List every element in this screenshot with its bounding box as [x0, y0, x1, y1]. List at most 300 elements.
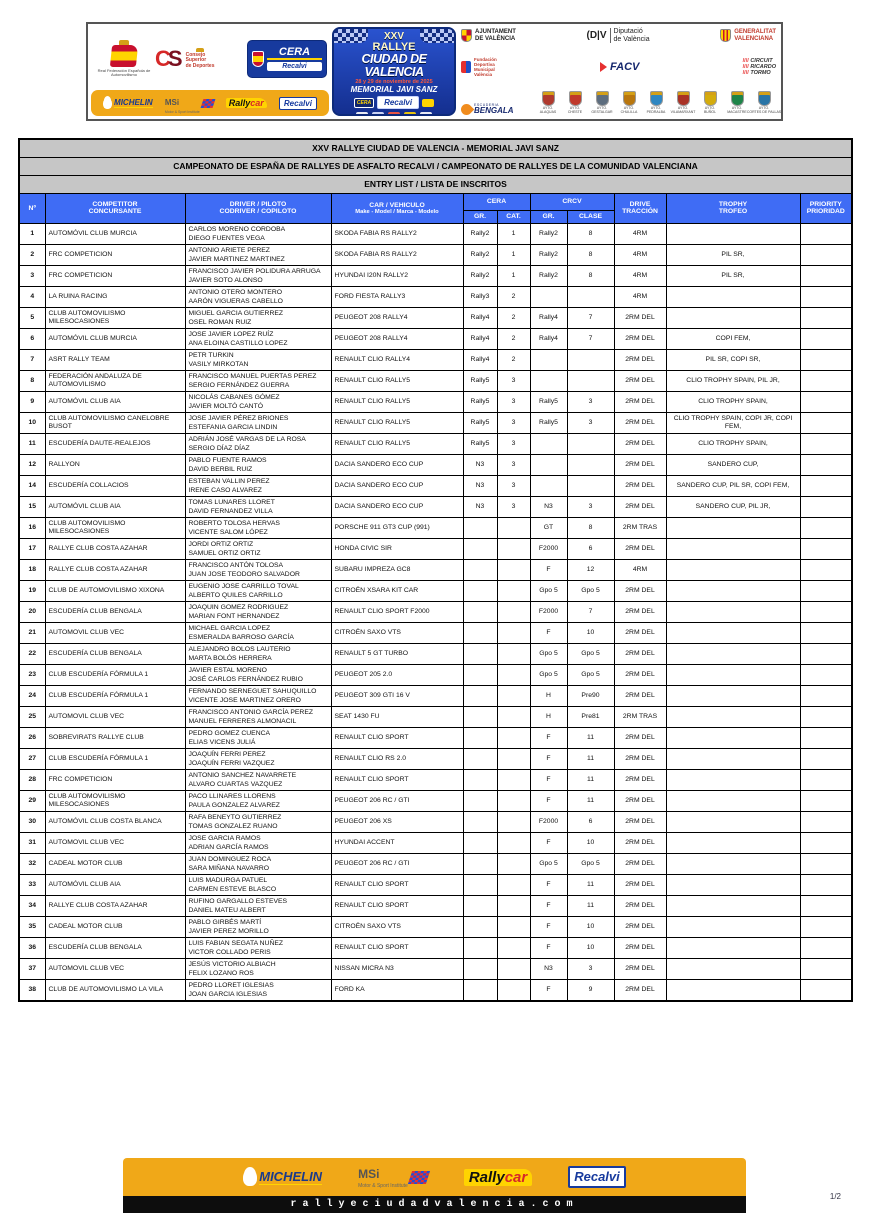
cell-trophy — [666, 307, 800, 328]
cell-priority — [800, 349, 852, 370]
cell-cera-gr — [463, 853, 497, 874]
cell-car: SUBARU IMPREZA GC8 — [331, 559, 463, 580]
town-crest-icon — [704, 91, 717, 106]
table-row — [19, 895, 852, 916]
cell-crcv-gr — [530, 370, 567, 391]
table-row — [19, 916, 852, 937]
cell-crcv-gr: Rally5 — [530, 412, 567, 433]
cell-num: 18 — [19, 559, 45, 580]
cell-cera-cat — [497, 517, 530, 538]
table-row — [19, 832, 852, 853]
cell-drive: 2RM DEL — [614, 874, 666, 895]
cell-priority — [800, 748, 852, 769]
cell-num: 33 — [19, 874, 45, 895]
cell-priority — [800, 916, 852, 937]
cell-crcv-clase — [567, 286, 614, 307]
cell-driver: PEDRO GOMEZ CUENCA ELIAS VICENS JULIÁ — [185, 727, 331, 748]
banner-left — [91, 27, 329, 116]
cell-car: SKODA FABIA RS RALLY2 — [331, 223, 463, 244]
cell-competitor: CLUB ESCUDERÍA FÓRMULA 1 — [45, 748, 185, 769]
cell-cera-gr — [463, 874, 497, 895]
cell-num: 17 — [19, 538, 45, 559]
col-header-priority: PRIORITY PRIORIDAD — [800, 193, 852, 223]
cell-driver: PACO LLINARES LLORENS PAULA GONZALEZ ALVAREZ — [185, 790, 331, 811]
generalitat-crest-icon — [720, 29, 731, 42]
cell-competitor: CLUB AUTOMOVILISMO MILESOCASIONES — [45, 790, 185, 811]
cell-trophy — [666, 832, 800, 853]
cell-car: RENAULT 5 GT TURBO — [331, 643, 463, 664]
cell-num: 28 — [19, 769, 45, 790]
cell-competitor: ESCUDERÍA DAUTE-REALEJOS — [45, 433, 185, 454]
cell-cera-gr — [463, 643, 497, 664]
cell-trophy — [666, 937, 800, 958]
cell-trophy: SANDERO CUP, PIL SR, COPI FEM, — [666, 475, 800, 496]
cell-cera-gr — [463, 538, 497, 559]
cell-num: 38 — [19, 979, 45, 1001]
cell-car: FORD KA — [331, 979, 463, 1001]
cell-trophy — [666, 622, 800, 643]
cell-crcv-gr — [530, 433, 567, 454]
msi-flag-icon — [408, 1171, 430, 1184]
cell-trophy — [666, 643, 800, 664]
cell-crcv-clase — [567, 349, 614, 370]
cell-car: RENAULT CLIO SPORT — [331, 727, 463, 748]
cell-car: PEUGEOT 206 RC / GTI — [331, 853, 463, 874]
cell-cera-cat — [497, 853, 530, 874]
cell-num: 36 — [19, 937, 45, 958]
cell-crcv-gr: Rally2 — [530, 265, 567, 286]
cell-drive: 2RM DEL — [614, 370, 666, 391]
cell-drive: 2RM DEL — [614, 349, 666, 370]
cell-crcv-clase: Gpo 5 — [567, 664, 614, 685]
michelin-man-icon — [243, 1169, 257, 1186]
cell-crcv-gr: F — [530, 916, 567, 937]
cell-priority — [800, 244, 852, 265]
col-header-crcv-gr: GR. — [530, 210, 567, 223]
town-crest — [644, 91, 668, 115]
cell-competitor: AUTOMÓVIL CLUB COSTA BLANCA — [45, 811, 185, 832]
cell-priority — [800, 811, 852, 832]
table-row — [19, 853, 852, 874]
cell-priority — [800, 853, 852, 874]
cell-car: PEUGEOT 205 2.0 — [331, 664, 463, 685]
cell-crcv-clase: 3 — [567, 391, 614, 412]
cell-car: RENAULT CLIO RALLY5 — [331, 412, 463, 433]
cell-driver: JOAQUÍN FERRI PEREZ JOAQUÍN FERRI VAZQUEZ — [185, 748, 331, 769]
cell-cera-cat — [497, 832, 530, 853]
table-row — [19, 265, 852, 286]
cell-driver: CARLOS MORENO CORDOBA DIEGO FUENTES VEGA — [185, 223, 331, 244]
cell-competitor: LA RUINA RACING — [45, 286, 185, 307]
col-header-drive: DRIVE TRACCIÓN — [614, 193, 666, 223]
col-header-cera: CERA — [463, 193, 530, 210]
cell-driver: PABLO FUENTE RAMOS DAVID BERBIL RUIZ — [185, 454, 331, 475]
cell-num: 8 — [19, 370, 45, 391]
cell-cera-cat — [497, 748, 530, 769]
cell-crcv-gr: Gpo 5 — [530, 853, 567, 874]
cell-cera-gr: Rally4 — [463, 349, 497, 370]
table-row — [19, 454, 852, 475]
cell-cera-cat — [497, 811, 530, 832]
cell-car: FORD FIESTA RALLY3 — [331, 286, 463, 307]
cell-cera-cat: 3 — [497, 475, 530, 496]
cell-car: CITROËN XSARA KIT CAR — [331, 580, 463, 601]
town-crest-label: AYTO. PEDRALBA — [646, 106, 666, 115]
town-crest-icon — [677, 91, 690, 106]
cell-num: 9 — [19, 391, 45, 412]
plate-edition: XXV — [383, 31, 404, 42]
cell-competitor: RALLYON — [45, 454, 185, 475]
cell-cera-gr: N3 — [463, 496, 497, 517]
cell-trophy: PIL SR, COPI SR, — [666, 349, 800, 370]
table-row — [19, 496, 852, 517]
cera-mini-logo: CERA — [354, 98, 374, 108]
cell-drive: 2RM DEL — [614, 769, 666, 790]
cell-trophy: PIL SR, — [666, 244, 800, 265]
cell-driver: ROBERTO TOLOSA HERVAS VICENTE SALOM LÓPEZ — [185, 517, 331, 538]
rally-plate — [332, 27, 456, 116]
cell-priority — [800, 958, 852, 979]
cell-trophy — [666, 727, 800, 748]
cell-drive: 2RM TRAS — [614, 517, 666, 538]
cell-cera-gr — [463, 517, 497, 538]
cell-num: 30 — [19, 811, 45, 832]
cell-priority — [800, 580, 852, 601]
cell-cera-cat: 3 — [497, 454, 530, 475]
table-row — [19, 958, 852, 979]
table-row — [19, 223, 852, 244]
cell-crcv-gr: H — [530, 685, 567, 706]
cell-trophy — [666, 748, 800, 769]
sponsor-mini-logo — [388, 112, 400, 116]
cell-competitor: CLUB AUTOMOVILISMO CANELOBRE BUSOT — [45, 412, 185, 433]
cell-driver: ADRIÁN JOSÉ VARGAS DE LA ROSA SERGIO DÍAZ DÍAZ — [185, 433, 331, 454]
cell-crcv-gr — [530, 286, 567, 307]
cell-drive: 4RM — [614, 223, 666, 244]
cell-driver: RUFINO GARGALLO ESTEVES DANIEL MATEU ALBERT — [185, 895, 331, 916]
cell-crcv-clase: 3 — [567, 496, 614, 517]
cell-cera-gr: Rally2 — [463, 265, 497, 286]
table-row — [19, 244, 852, 265]
table-row — [19, 538, 852, 559]
cell-priority — [800, 790, 852, 811]
cell-car: RENAULT CLIO SPORT — [331, 937, 463, 958]
town-crest-label: AYTO. MACASTRE — [727, 106, 747, 115]
cell-drive: 2RM DEL — [614, 475, 666, 496]
cell-cera-gr: Rally2 — [463, 244, 497, 265]
sponsor-mini-logo — [404, 112, 416, 116]
footer-banner — [123, 1158, 746, 1213]
cell-crcv-clase: 3 — [567, 958, 614, 979]
cell-num: 25 — [19, 706, 45, 727]
cell-crcv-gr — [530, 454, 567, 475]
cell-cera-cat — [497, 979, 530, 1001]
cell-num: 35 — [19, 916, 45, 937]
cell-cera-gr — [463, 580, 497, 601]
cell-crcv-clase — [567, 370, 614, 391]
cell-num: 31 — [19, 832, 45, 853]
cell-num: 7 — [19, 349, 45, 370]
cell-competitor: ESCUDERÍA CLUB BENGALA — [45, 643, 185, 664]
cell-competitor: FEDERACIÓN ANDALUZA DE AUTOMOVILISMO — [45, 370, 185, 391]
cell-crcv-clase — [567, 475, 614, 496]
cell-trophy: SANDERO CUP, PIL JR, — [666, 496, 800, 517]
table-row — [19, 475, 852, 496]
cell-car: RENAULT CLIO SPORT — [331, 769, 463, 790]
table-row — [19, 685, 852, 706]
cell-drive: 2RM DEL — [614, 307, 666, 328]
plate-rallye: RALLYE — [372, 41, 416, 53]
cell-priority — [800, 601, 852, 622]
cell-driver: ANTONIO ARIETE PEREZ JAVIER MARTINEZ MARTINEZ — [185, 244, 331, 265]
cell-trophy — [666, 685, 800, 706]
cell-cera-gr: Rally3 — [463, 286, 497, 307]
cell-num: 6 — [19, 328, 45, 349]
table-row — [19, 811, 852, 832]
table-title-entrylist: ENTRY LIST / LISTA DE INSCRITOS — [19, 175, 852, 193]
cell-driver: JESÚS VICTORIO ALBIACH FELIX LOZANO ROS — [185, 958, 331, 979]
table-title-event: XXV RALLYE CIUDAD DE VALENCIA - MEMORIAL JAVI SANZ — [19, 139, 852, 157]
cell-competitor: CLUB ESCUDERÍA FÓRMULA 1 — [45, 685, 185, 706]
cell-trophy — [666, 706, 800, 727]
cell-driver: FERNANDO SERNEGUET SAHUQUILLO VICENTE JOSE MARTINEZ ORERO — [185, 685, 331, 706]
cell-car: RENAULT CLIO RALLY5 — [331, 433, 463, 454]
cell-priority — [800, 727, 852, 748]
cell-crcv-gr: F — [530, 979, 567, 1001]
cell-drive: 4RM — [614, 244, 666, 265]
cell-car: CITROËN SAXO VTS — [331, 622, 463, 643]
cell-drive: 4RM — [614, 559, 666, 580]
cell-drive: 2RM DEL — [614, 811, 666, 832]
table-row — [19, 769, 852, 790]
cell-car: PEUGEOT 206 RC / GTI — [331, 790, 463, 811]
cell-crcv-gr: F — [530, 790, 567, 811]
town-crest — [536, 91, 560, 115]
cell-cera-gr — [463, 832, 497, 853]
cell-driver: ESTEBAN VALLIN PEREZ IRENE CASO ALVAREZ — [185, 475, 331, 496]
cell-crcv-clase: Gpo 5 — [567, 643, 614, 664]
cell-driver: ANTONIO OTERO MONTERO AARÓN VIGUERAS CABELLO — [185, 286, 331, 307]
cell-competitor: AUTOMOVIL CLUB VEC — [45, 706, 185, 727]
cell-competitor: FRC COMPETICION — [45, 244, 185, 265]
cell-crcv-clase: 3 — [567, 412, 614, 433]
cell-cera-gr — [463, 958, 497, 979]
table-row — [19, 370, 852, 391]
table-row — [19, 307, 852, 328]
cell-competitor: FRC COMPETICION — [45, 265, 185, 286]
town-crest — [698, 91, 722, 115]
town-crest-icon — [731, 91, 744, 106]
cell-cera-gr: Rally5 — [463, 433, 497, 454]
cell-drive: 2RM DEL — [614, 832, 666, 853]
cell-driver: JOSE GARCIA RAMOS ADRIAN GARCÍA RAMOS — [185, 832, 331, 853]
cell-crcv-clase: 8 — [567, 244, 614, 265]
cell-drive: 2RM DEL — [614, 622, 666, 643]
cell-cera-cat — [497, 580, 530, 601]
cell-crcv-gr: F — [530, 832, 567, 853]
csd-caption: Consejo Superior de Deportes — [186, 48, 215, 70]
entry-table — [18, 138, 853, 1002]
cell-competitor: AUTOMÓVIL CLUB MURCIA — [45, 223, 185, 244]
cell-car: RENAULT CLIO SPORT — [331, 874, 463, 895]
cell-priority — [800, 706, 852, 727]
cell-num: 20 — [19, 601, 45, 622]
cell-priority — [800, 685, 852, 706]
cell-crcv-clase: 7 — [567, 601, 614, 622]
cell-driver: MICHAEL GARCIA LOPEZ ESMERALDA BARROSO GARCÍA — [185, 622, 331, 643]
cell-drive: 2RM DEL — [614, 580, 666, 601]
cell-drive: 2RM DEL — [614, 496, 666, 517]
cell-trophy — [666, 874, 800, 895]
plate-sponsor-row — [334, 112, 454, 116]
recalvi-logo: Recalvi — [279, 97, 317, 110]
cell-competitor: AUTOMOVIL CLUB VEC — [45, 832, 185, 853]
cell-competitor: CLUB AUTOMOVILISMO MILESOCASIONES — [45, 307, 185, 328]
csd-c-glyph: C — [155, 45, 171, 71]
cell-trophy — [666, 811, 800, 832]
cell-priority — [800, 937, 852, 958]
cell-drive: 2RM DEL — [614, 664, 666, 685]
cell-drive: 2RM DEL — [614, 685, 666, 706]
cell-cera-gr — [463, 937, 497, 958]
cell-cera-gr — [463, 685, 497, 706]
table-row — [19, 790, 852, 811]
cell-crcv-gr: Rally4 — [530, 307, 567, 328]
sponsor-mini-logo — [422, 99, 434, 107]
cell-car: HYUNDAI I20N RALLY2 — [331, 265, 463, 286]
cell-driver: TOMAS LUNARES LLORET DAVID FERNANDEZ VILLA — [185, 496, 331, 517]
cell-crcv-gr: Rally2 — [530, 223, 567, 244]
bengala-logo: ESCUDERIA BENGALA — [461, 103, 533, 115]
cell-num: 12 — [19, 454, 45, 475]
town-crest-label: AYTO. BUÑOL — [703, 106, 717, 115]
town-crest — [563, 91, 587, 115]
cell-car: DACIA SANDERO ECO CUP — [331, 454, 463, 475]
cell-crcv-clase: 12 — [567, 559, 614, 580]
cell-drive: 2RM DEL — [614, 454, 666, 475]
rallycar-logo: Rallycar — [226, 98, 267, 108]
cell-cera-gr — [463, 727, 497, 748]
cell-num: 19 — [19, 580, 45, 601]
town-crest-label: AYTO. ALAQUAS — [539, 106, 557, 115]
table-row — [19, 937, 852, 958]
cell-cera-gr — [463, 769, 497, 790]
cell-drive: 2RM DEL — [614, 790, 666, 811]
cell-crcv-gr: Gpo 5 — [530, 643, 567, 664]
cell-driver: FRANCISCO MANUEL PUERTAS PEREZ SERGIO FERNÁNDEZ GUERRA — [185, 370, 331, 391]
cell-priority — [800, 307, 852, 328]
msi-flag-icon — [200, 99, 215, 108]
cell-cera-cat: 2 — [497, 286, 530, 307]
town-crest-icon — [569, 91, 582, 106]
cell-competitor: AUTOMÓVIL CLUB AIA — [45, 874, 185, 895]
entry-tbody — [19, 223, 852, 1001]
cell-num: 11 — [19, 433, 45, 454]
cell-drive: 2RM DEL — [614, 958, 666, 979]
cell-crcv-gr — [530, 475, 567, 496]
cell-priority — [800, 538, 852, 559]
cell-cera-gr — [463, 664, 497, 685]
cell-crcv-gr: F — [530, 748, 567, 769]
cell-car: NISSAN MICRA N3 — [331, 958, 463, 979]
cell-priority — [800, 496, 852, 517]
cell-crcv-gr: F — [530, 559, 567, 580]
cell-cera-gr: Rally2 — [463, 223, 497, 244]
cell-trophy — [666, 958, 800, 979]
csd-s-glyph: S — [167, 45, 183, 71]
cell-num: 24 — [19, 685, 45, 706]
recalvi-logo: Recalvi — [377, 96, 419, 109]
col-header-crcv: CRCV — [530, 193, 614, 210]
cell-trophy — [666, 580, 800, 601]
cell-cera-gr: Rally4 — [463, 307, 497, 328]
cell-driver: MIGUEL GARCIA GUTIERREZ OSEL ROMAN RUIZ — [185, 307, 331, 328]
cell-driver: NICOLÁS CABANES GÓMEZ JAVIER MOLTÓ CANTÓ — [185, 391, 331, 412]
cera-logo — [247, 40, 327, 78]
header-banner — [86, 22, 783, 121]
cell-drive: 2RM TRAS — [614, 706, 666, 727]
cell-drive: 2RM DEL — [614, 979, 666, 1001]
rfeda-logo — [93, 40, 155, 78]
cell-car: DACIA SANDERO ECO CUP — [331, 475, 463, 496]
cell-cera-cat: 1 — [497, 265, 530, 286]
cell-cera-gr — [463, 979, 497, 1001]
cell-crcv-gr: F2000 — [530, 811, 567, 832]
sponsor-mini-logo — [356, 112, 368, 116]
cell-cera-gr — [463, 559, 497, 580]
town-crest-icon — [623, 91, 636, 106]
cell-crcv-gr: F2000 — [530, 601, 567, 622]
cell-crcv-gr: F — [530, 895, 567, 916]
cell-car: SKODA FABIA RS RALLY2 — [331, 244, 463, 265]
cell-competitor: CADEAL MOTOR CLUB — [45, 853, 185, 874]
cell-driver: LUIS FABIAN SEGATA NUÑEZ VICTOR COLLADO PERIS — [185, 937, 331, 958]
table-row — [19, 643, 852, 664]
cell-driver: ANTONIO SANCHEZ NAVARRETE ALVARO CUARTAS VAZQUEZ — [185, 769, 331, 790]
cell-crcv-clase: 8 — [567, 517, 614, 538]
cell-car: PEUGEOT 309 GTI 16 V — [331, 685, 463, 706]
cell-trophy — [666, 979, 800, 1001]
recalvi-logo: Recalvi — [568, 1166, 626, 1188]
cell-num: 26 — [19, 727, 45, 748]
cell-driver: FRANCISCO JAVIER POLIDURA ARRUGA JAVIER SOTO ALONSO — [185, 265, 331, 286]
cell-cera-cat — [497, 769, 530, 790]
cell-trophy: CLIO TROPHY SPAIN, — [666, 391, 800, 412]
town-crest — [590, 91, 614, 115]
table-row — [19, 412, 852, 433]
table-row — [19, 706, 852, 727]
cell-cera-cat — [497, 685, 530, 706]
col-header-driver: DRIVER / PILOTO CODRIVER / COPILOTO — [185, 193, 331, 223]
cell-cera-cat — [497, 790, 530, 811]
cell-competitor: CLUB DE AUTOMOVILISMO LA VILA — [45, 979, 185, 1001]
cell-cera-gr — [463, 811, 497, 832]
cell-priority — [800, 664, 852, 685]
cell-priority — [800, 370, 852, 391]
cell-crcv-clase: 11 — [567, 727, 614, 748]
cell-priority — [800, 622, 852, 643]
sponsor-mini-logo — [372, 112, 384, 116]
cell-cera-cat: 3 — [497, 370, 530, 391]
cell-competitor: ESCUDERÍA CLUB BENGALA — [45, 937, 185, 958]
cell-priority — [800, 391, 852, 412]
cell-drive: 2RM DEL — [614, 748, 666, 769]
cell-trophy: CLIO TROPHY SPAIN, PIL JR, — [666, 370, 800, 391]
cell-num: 37 — [19, 958, 45, 979]
cell-crcv-gr — [530, 349, 567, 370]
cell-trophy: CLIO TROPHY SPAIN, COPI JR, COPI FEM, — [666, 412, 800, 433]
cell-car: RENAULT CLIO RS 2.0 — [331, 748, 463, 769]
